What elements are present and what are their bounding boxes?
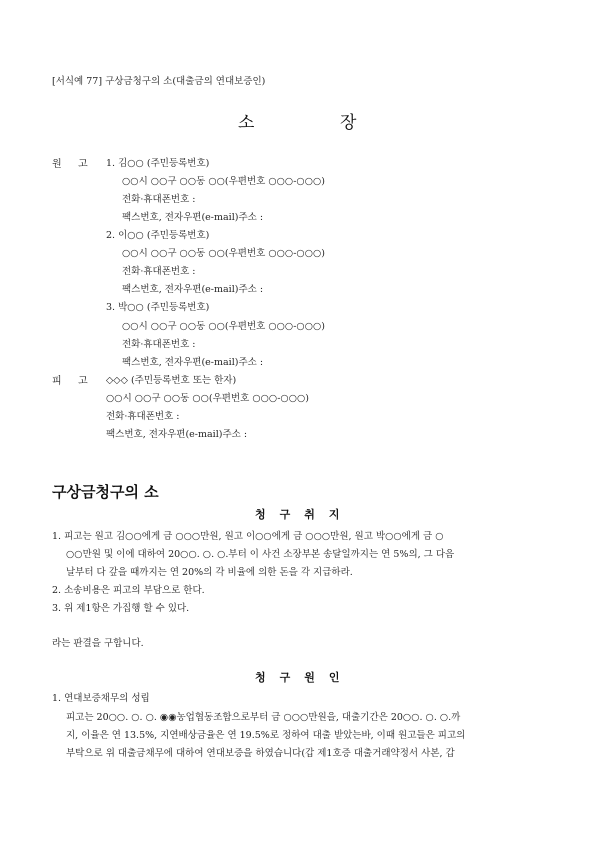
plaintiff-phone: 전화·휴대폰번호 : [122, 194, 196, 205]
doc-title-left: 소 [238, 113, 255, 133]
plaintiff-name: 2. 이○○ (주민등록번호) [106, 230, 210, 241]
judgment-request: 라는 판결을 구합니다. [52, 638, 144, 649]
plaintiff-phone: 전화·휴대폰번호 : [122, 339, 196, 350]
claim-purpose-item-1-line-3: 날부터 다 갚을 때까지는 연 20%의 각 비율에 의한 돈을 각 지급하라. [66, 567, 353, 578]
claim-cause-heading [248, 669, 347, 685]
claim-purpose-item-1-line-1: 1. 피고는 원고 김○○에게 금 ○○○만원, 원고 이○○에게 금 ○○○만원, 원고 박○○에게 금 ○ [52, 531, 444, 542]
plaintiff-address: ○○시 ○○구 ○○동 ○○(우편번호 ○○○-○○○) [122, 321, 325, 332]
plaintiff-name: 1. 김○○ (주민등록번호) [106, 158, 210, 169]
case-title: 구상금청구의 소 [52, 483, 159, 501]
heading-char: 원 [304, 671, 315, 684]
claim-cause-subsection-title: 1. 연대보증채무의 성립 [52, 693, 150, 704]
heading-char: 청 [255, 508, 266, 521]
defendant-label-a: 피 [52, 376, 62, 387]
form-header-note: [서식예 77] 구상금청구의 소(대출금의 연대보증인) [52, 76, 266, 87]
claim-cause-line-2: 지, 이율은 연 13.5%, 지연배상금율은 연 19.5%로 정하여 대출 받았는바, 이때 원고들은 피고의 [66, 730, 466, 741]
plaintiff-label-b: 고 [78, 159, 88, 170]
plaintiff-name: 3. 박○○ (주민등록번호) [106, 302, 210, 313]
plaintiff-address: ○○시 ○○구 ○○동 ○○(우편번호 ○○○-○○○) [122, 248, 325, 259]
plaintiff-fax-email: 팩스번호, 전자우편(e-mail)주소 : [122, 284, 264, 295]
claim-purpose-heading [248, 506, 347, 522]
plaintiff-fax-email: 팩스번호, 전자우편(e-mail)주소 : [122, 212, 264, 223]
defendant-label-b: 고 [78, 376, 88, 387]
claim-cause-line-3: 부탁으로 위 대출금채무에 대하여 연대보증을 하였습니다(갑 제1호증 대출거래약정서 사본, 갑 [66, 748, 455, 759]
heading-char: 지 [328, 508, 340, 521]
claim-purpose-item-1-line-2: ○○만원 및 이에 대하여 20○○. ○. ○.부터 이 사건 소장부본 송달일까지는 연 5%의, 그 다음 [66, 549, 455, 560]
defendant-name: ◇◇◇ (주민등록번호 또는 한자) [106, 375, 237, 386]
claim-purpose-item-2: 2. 소송비용은 피고의 부담으로 한다. [52, 585, 205, 596]
plaintiff-label-a: 원 [52, 159, 62, 170]
doc-title-right: 장 [340, 113, 357, 133]
defendant-address: ○○시 ○○구 ○○동 ○○(우편번호 ○○○-○○○) [106, 393, 309, 404]
plaintiff-phone: 전화·휴대폰번호 : [122, 266, 196, 277]
plaintiff-fax-email: 팩스번호, 전자우편(e-mail)주소 : [122, 357, 264, 368]
heading-char: 청 [255, 671, 266, 684]
heading-char: 취 [304, 508, 315, 521]
plaintiff-address: ○○시 ○○구 ○○동 ○○(우편번호 ○○○-○○○) [122, 176, 325, 187]
claim-cause-line-1: 피고는 20○○. ○. ○. ◉◉농업협동조합으로부터 금 ○○○만원을, 대출기간은 20○○. ○. ○.까 [66, 712, 461, 723]
defendant-phone: 전화·휴대폰번호 : [106, 411, 180, 422]
heading-char: 구 [279, 671, 291, 684]
claim-purpose-item-3: 3. 위 제1항은 가집행 할 수 있다. [52, 603, 190, 614]
heading-char: 구 [279, 508, 291, 521]
defendant-fax-email: 팩스번호, 전자우편(e-mail)주소 : [106, 429, 248, 440]
heading-char: 인 [328, 671, 340, 684]
